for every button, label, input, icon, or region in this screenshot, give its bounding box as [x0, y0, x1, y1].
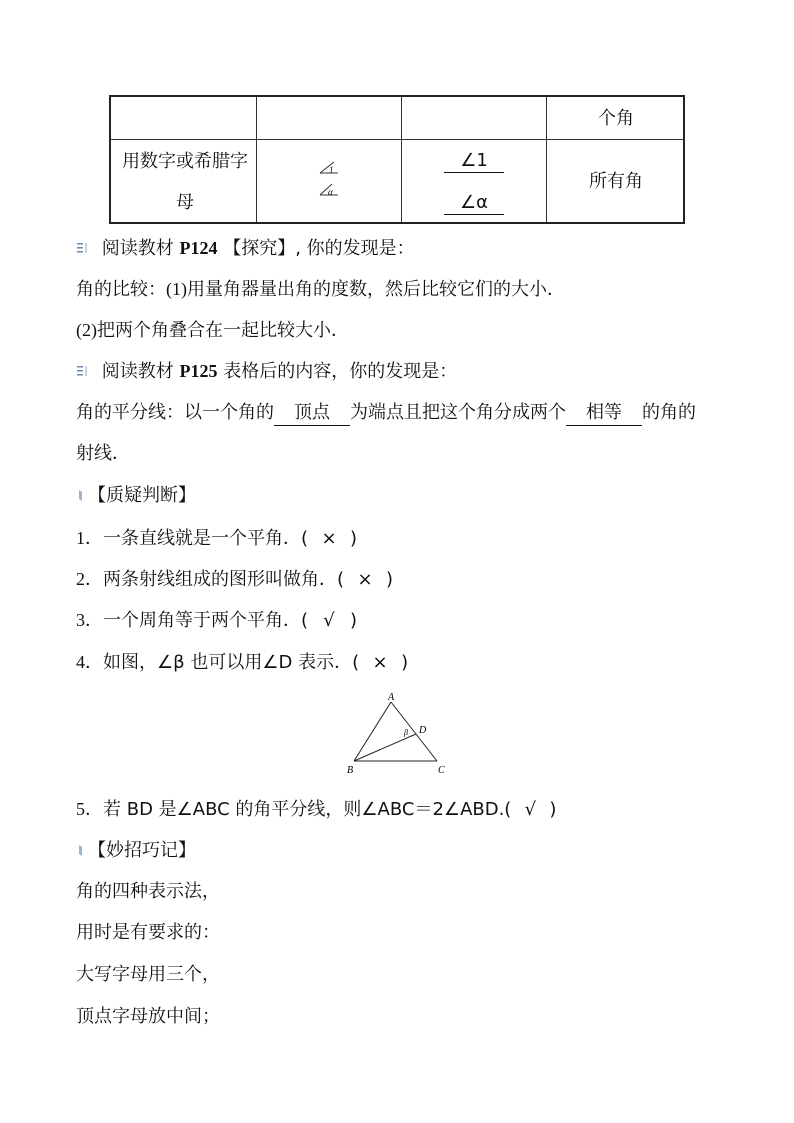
tip-line-2: 用时是有要求的：	[76, 922, 220, 943]
answer-q1: ×	[321, 528, 337, 549]
answer-q3: √	[323, 610, 335, 631]
label-a: A	[388, 692, 395, 703]
table-cell-r2c3-line1	[402, 150, 546, 173]
table-cell-r2c4: 所有角	[589, 171, 643, 192]
question-5: 5．若 BD 是∠ABC 的角平分线，则∠ABC＝2∠ABD.( √ )	[76, 799, 557, 820]
table-col-divider	[256, 97, 257, 222]
label-beta: β	[404, 728, 408, 737]
answer-q5: √	[524, 799, 537, 820]
compare-line-2: (2)把两个角叠合在一起比较大小．	[76, 320, 349, 341]
answer-q4: ×	[372, 652, 388, 673]
question-3: 3．一个周角等于两个平角．( √ )	[76, 610, 358, 631]
side-ac	[391, 702, 437, 761]
tip-line-1: 角的四种表示法，	[76, 881, 220, 902]
label-b: B	[347, 765, 354, 776]
section-bullet-icon	[76, 238, 90, 252]
angle-label-1: 1	[329, 165, 334, 175]
pencil-icon	[76, 840, 86, 854]
table-cell-r2c1-line2: 母	[176, 192, 194, 213]
section-title-tips: 【妙招巧记】	[76, 839, 196, 863]
section-title-judge: 【质疑判断】	[76, 484, 196, 508]
bisector-line-2: 射线．	[76, 443, 130, 464]
angle-diagram-icon	[316, 159, 346, 203]
tip-line-3: 大写字母用三个，	[76, 964, 220, 985]
question-1: 1．一条直线就是一个平角．( × )	[76, 528, 358, 549]
question-2: 2．两条射线组成的图形叫做角．( × )	[76, 569, 394, 590]
table-cell-r1c4: 个角	[598, 108, 634, 129]
table-cell-r2c1-line1: 用数字或希腊字	[122, 151, 248, 172]
side-ab	[354, 702, 391, 761]
section-bullet-icon	[76, 361, 90, 375]
label-d: D	[419, 725, 427, 736]
pencil-icon	[76, 485, 86, 499]
angle-notation-table	[109, 95, 685, 224]
question-4: 4．如图，∠β 也可以用∠D 表示．( × )	[76, 652, 409, 673]
segment-bd	[354, 734, 416, 761]
blank-vertex: 顶点	[274, 401, 350, 426]
bisector-line-1: 角的平分线：以一个角的 顶点 为端点且把这个角分成两个 相等 的角的	[76, 401, 696, 426]
tip-line-4: 顶点字母放中间；	[76, 1006, 220, 1027]
table-cell-r2c3-line2	[402, 192, 546, 215]
blank-equal: 相等	[566, 401, 642, 426]
triangle-figure	[340, 688, 460, 780]
angle-label-alpha: α	[328, 187, 333, 197]
explore-line-1: 阅读教材 P124 【探究】, 你的发现是：	[76, 236, 415, 261]
explore-line-2: 阅读教材 P125 表格后的内容，你的发现是：	[76, 359, 457, 384]
answer-angle-alpha: ∠α	[444, 192, 504, 215]
answer-q2: ×	[357, 569, 373, 590]
answer-angle-1: ∠1	[444, 150, 504, 173]
table-row-divider	[111, 139, 683, 140]
label-c: C	[438, 765, 445, 776]
compare-line-1: 角的比较：(1)用量角器量出角的度数，然后比较它们的大小．	[76, 279, 565, 300]
